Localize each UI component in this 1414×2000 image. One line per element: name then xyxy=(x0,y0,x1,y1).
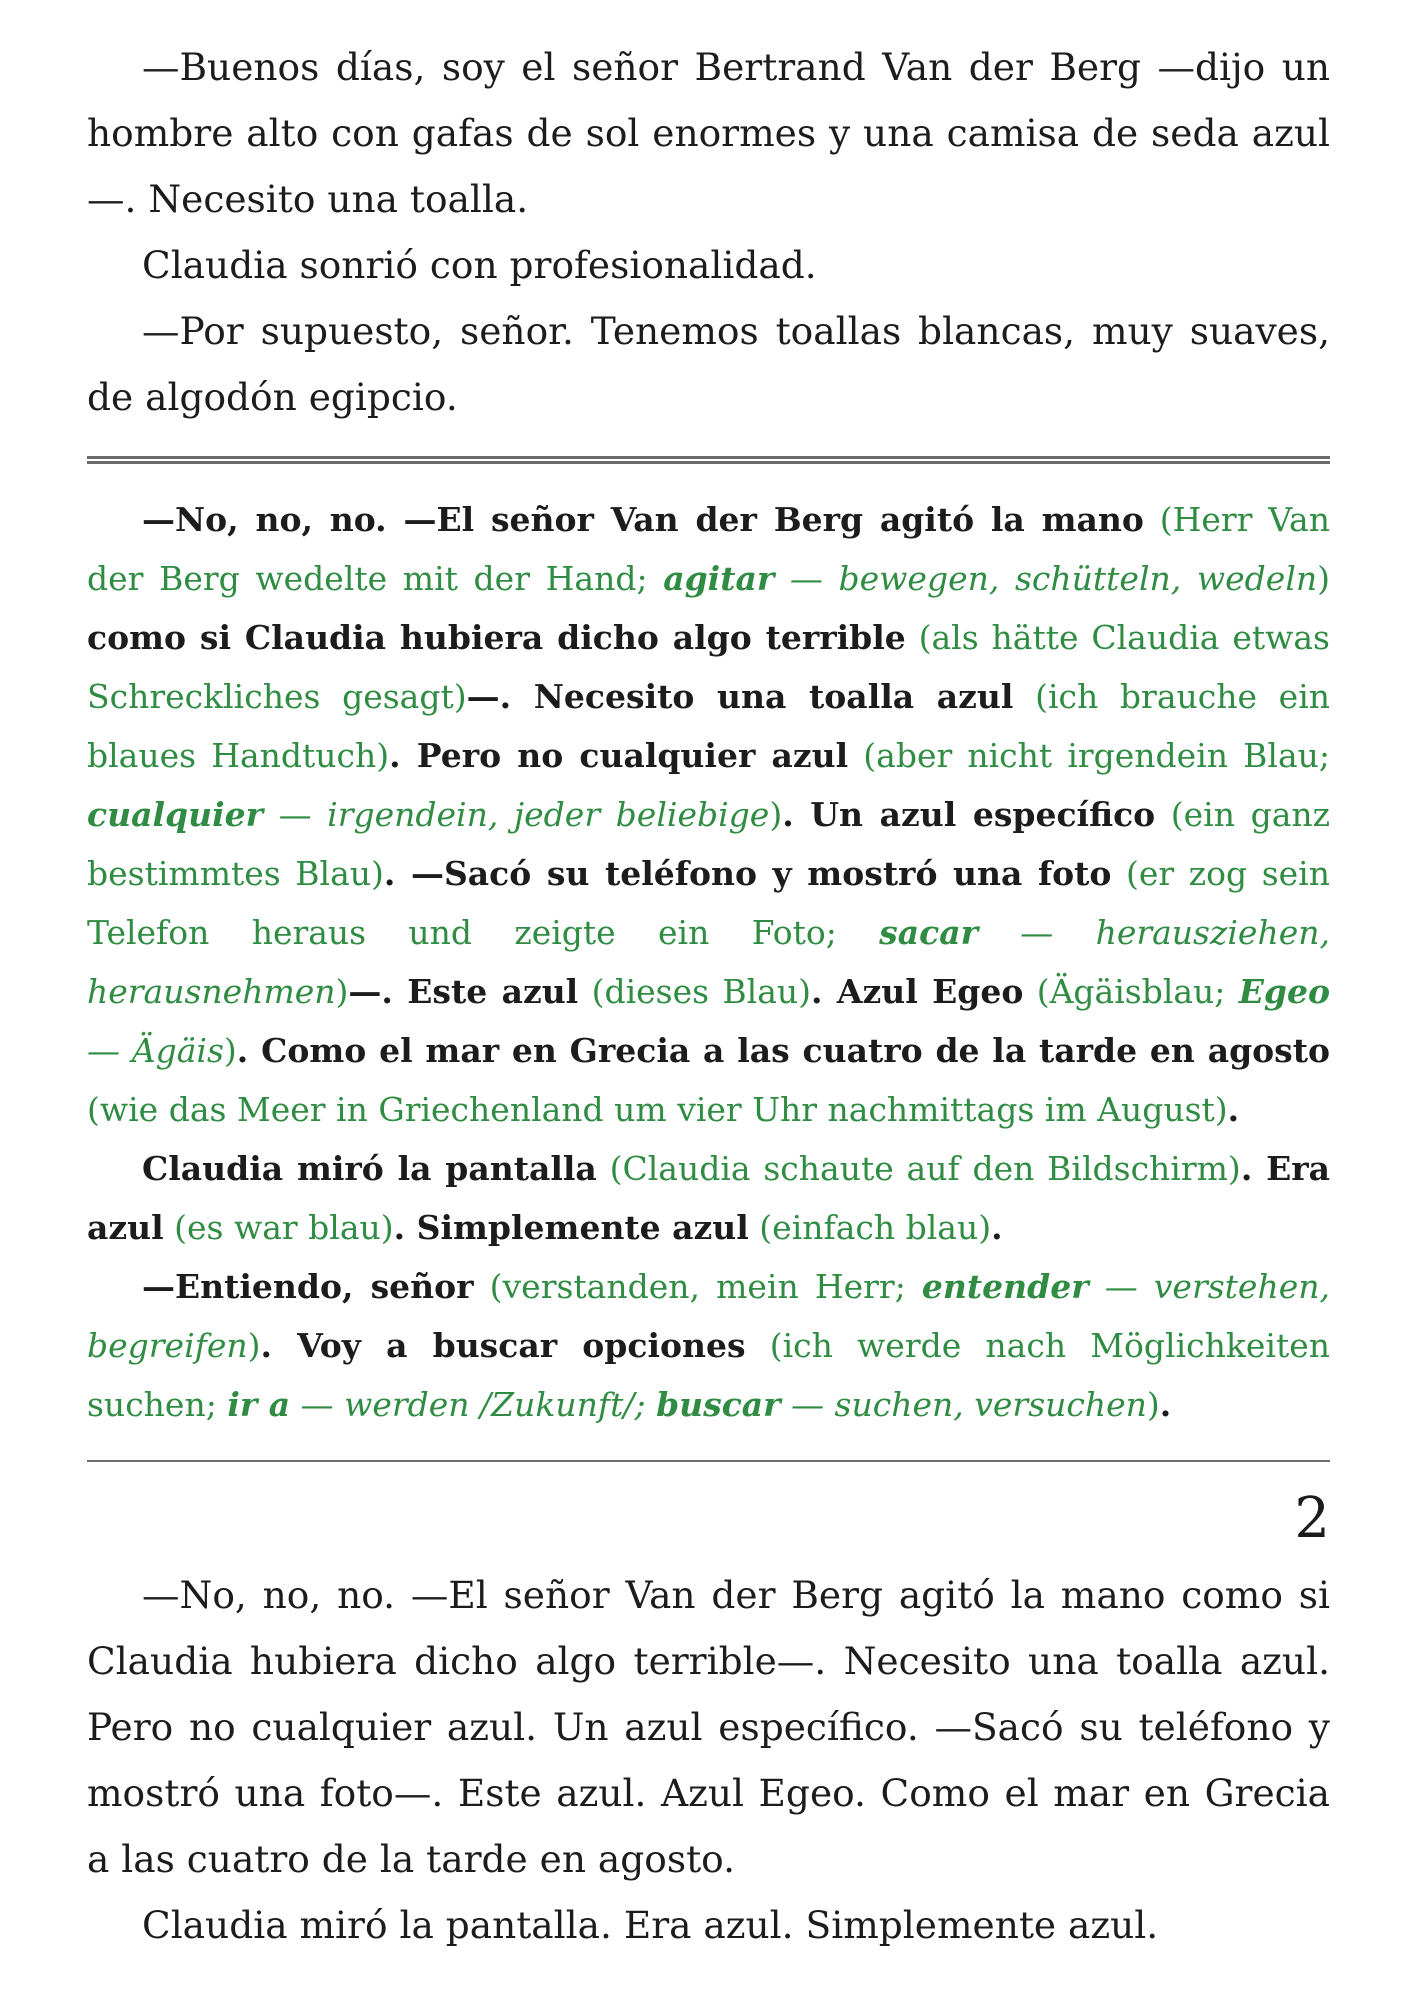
german-translation: ) xyxy=(1317,559,1331,598)
vocab-gloss: — irgendein, jeder beliebige xyxy=(263,795,770,834)
spanish-text: —. Necesito una toalla azul xyxy=(466,677,1014,716)
spanish-text: . xyxy=(1159,1385,1172,1424)
annotated-paragraph xyxy=(87,1139,1330,1257)
vocab-keyword: entender xyxy=(921,1267,1089,1306)
german-translation: (ein ganz bestimmtes Blau) xyxy=(87,795,1331,893)
german-translation: (aber nicht irgendein Blau; xyxy=(848,736,1330,775)
spanish-text: —Entiendo, señor xyxy=(142,1267,474,1306)
german-translation: (wie das Meer in Griechenland um vier Uhr nachmittags im August) xyxy=(87,1090,1228,1129)
german-translation: (er zog sein Telefon heraus und zeigte ein Foto; xyxy=(87,854,1330,952)
double-divider xyxy=(87,456,1330,464)
spanish-text: . Pero no cualquier azul xyxy=(389,736,849,775)
german-translation: (dieses Blau) xyxy=(578,972,812,1011)
spanish-text: . Era azul xyxy=(87,1149,1331,1247)
vocab-keyword: buscar xyxy=(656,1385,781,1424)
german-translation: (ich brauche ein blaues Handtuch) xyxy=(87,677,1331,775)
vocab-gloss: — suchen, versuchen xyxy=(780,1385,1147,1424)
spanish-text: —No, no, no. —El señor Van der Berg agitó la mano xyxy=(142,500,1144,539)
german-translation: (Ägäisblau; xyxy=(1023,972,1239,1011)
german-translation: (ich werde nach Möglichkeiten suchen; xyxy=(87,1326,1330,1424)
annotated-section xyxy=(87,490,1330,1434)
spanish-text: Claudia miró la pantalla xyxy=(142,1149,597,1188)
german-translation: (verstanden, mein Herr; xyxy=(473,1267,922,1306)
original-text-block xyxy=(87,1562,1330,1958)
vocab-keyword: sacar xyxy=(879,913,978,952)
german-translation: ) xyxy=(223,1031,237,1070)
german-translation: ) xyxy=(769,795,783,834)
spanish-text: . Simplemente azul xyxy=(393,1208,749,1247)
german-translation: (einfach blau) xyxy=(748,1208,992,1247)
german-translation: (Herr Van der Berg wedelte mit der Hand; xyxy=(87,500,1330,598)
vocab-gloss: — herausziehen, herausnehmen xyxy=(87,913,1330,1011)
spanish-text: —. Este azul xyxy=(348,972,579,1011)
german-translation: ) xyxy=(1146,1385,1160,1424)
vocab-keyword: agitar xyxy=(663,559,775,598)
spanish-text: . Azul Egeo xyxy=(811,972,1024,1011)
vocab-keyword: cualquier xyxy=(87,795,263,834)
vocab-gloss: — verstehen, begreifen xyxy=(87,1267,1330,1365)
vocab-gloss: — Ägäis xyxy=(87,1031,224,1070)
spanish-text: . Como el mar en Grecia a las cuatro de la tarde en agosto xyxy=(236,1031,1330,1070)
spanish-text: . —Sacó su teléfono y mostró una foto xyxy=(383,854,1112,893)
spanish-text: . Un azul específico xyxy=(782,795,1156,834)
german-translation: (als hätte Claudia etwas Schreckliches gesagt) xyxy=(87,618,1330,716)
paragraph: Claudia miró la pantalla. Era azul. Simplemente azul. xyxy=(142,1903,1159,1947)
annotated-paragraph xyxy=(87,1257,1330,1434)
german-translation: ) xyxy=(247,1326,261,1365)
section-divider xyxy=(87,1460,1330,1462)
vocab-keyword: Egeo xyxy=(1238,972,1331,1011)
paragraph: Claudia sonrió con profesionalidad. xyxy=(142,243,817,287)
german-translation: (es war blau) xyxy=(163,1208,394,1247)
annotated-paragraph xyxy=(87,490,1330,1139)
vocab-gloss: — bewegen, schütteln, wedeln xyxy=(774,559,1318,598)
spanish-text: como si Claudia hubiera dicho algo terrible xyxy=(87,618,906,657)
paragraph: —No, no, no. —El señor Van der Berg agitó la mano como si Claudia hubiera dicho algo terrible—. Necesito una toalla azul. Pero no cualquier azul. Un azul específico. —Sacó su teléfono y mostró una foto—. Este azul. Azul Egeo. Como el mar en Grecia a las cuatro de la tarde en agosto. xyxy=(87,1573,1330,1881)
spanish-text: . xyxy=(991,1208,1003,1247)
vocab-gloss: — werden /Zukunft/; xyxy=(290,1385,657,1424)
vocab-keyword: ir a xyxy=(227,1385,291,1424)
paragraph: —Buenos días, soy el señor Bertrand Van der Berg —dijo un hombre alto con gafas de sol enormes y una camisa de seda azul—. Necesito una toalla. xyxy=(87,45,1330,221)
section-number: 2 xyxy=(1294,1486,1330,1551)
german-translation: ) xyxy=(335,972,349,1011)
german-translation: (Claudia schaute auf den Bildschirm) xyxy=(596,1149,1241,1188)
spanish-text: . xyxy=(1227,1090,1240,1129)
spanish-text: . Voy a buscar opciones xyxy=(260,1326,746,1365)
paragraph: —Por supuesto, señor. Tenemos toallas blancas, muy suaves, de algodón egipcio. xyxy=(87,309,1330,419)
book-page xyxy=(87,34,1330,1958)
